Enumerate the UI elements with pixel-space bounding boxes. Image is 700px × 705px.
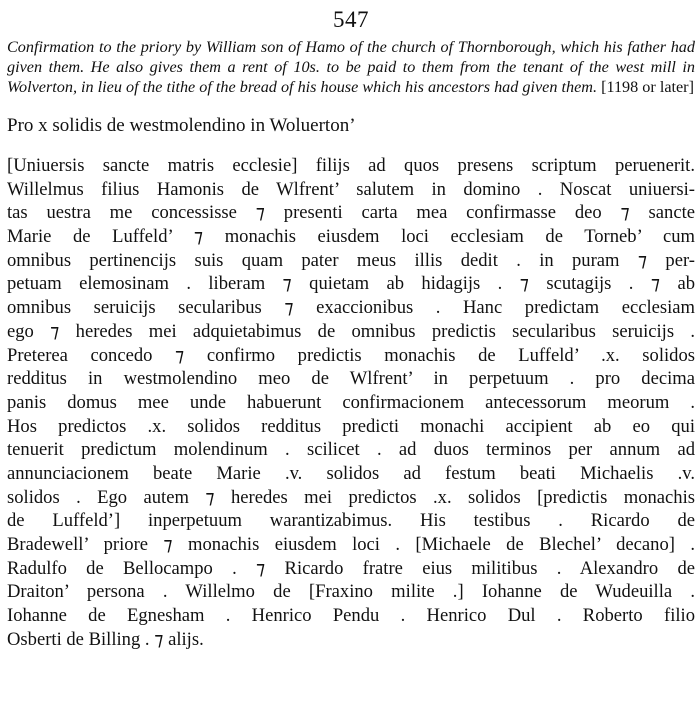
charter-line: Iohanne de Egnesham . Henrico Pendu . Henrico Dul . Roberto filio xyxy=(7,605,695,627)
charter-line: ego ⁊ heredes mei adquietabimus de omnibus predictis secularibus seruicijs . xyxy=(7,320,695,342)
charter-line: annunciacionem beate Marie .v. solidos ad festum beati Michaelis .v. xyxy=(7,462,695,484)
charter-line: solidos . Ego autem ⁊ heredes mei predictos .x. solidos [predictis monachis xyxy=(7,486,695,508)
charter-line: redditus in westmolendino meo de Wlfrent’ in perpetuum . pro decima xyxy=(7,368,695,390)
charter-body xyxy=(7,154,695,651)
charter-line: Preterea concedo ⁊ confirmo predictis monachis de Luffeld’ .x. solidos xyxy=(7,344,695,366)
charter-line: omnibus pertinencijs suis quam pater meus illis dedit . in puram ⁊ per- xyxy=(7,249,695,271)
charter-heading: Pro x solidis de westmolendino in Woluerton’ xyxy=(7,115,356,136)
charter-line: tenuerit predictum molendinum . scilicet . ad duos terminos per annum ad xyxy=(7,439,695,461)
charter-line: tas uestra me concessisse ⁊ presenti carta mea confirmasse deo ⁊ sancte xyxy=(7,202,695,224)
charter-line: [Uniuersis sancte matris ecclesie] filijs ad quos presens scriptum peruenerit. xyxy=(7,155,695,176)
charter-line: de Luffeld’] inperpetuum warantizabimus. His testibus . Ricardo de xyxy=(7,510,695,532)
charter-line: Hos predictos .x. solidos redditus predicti monachi accipient ab eo qui xyxy=(7,415,695,437)
charter-line: Willelmus filius Hamonis de Wlfrent’ salutem in domino . Noscat uniuersi- xyxy=(7,178,695,200)
summary-text: Confirmation to the priory by William son of Hamo of the church of Thornborough, which his father had given them. He also gives them a rent of 10s. to be paid to them from the tenant of the west mill in Wolverton, in lieu of the tithe of the bread of his house which his ancestors had given them. xyxy=(7,38,695,96)
summary-date: [1198 or later] xyxy=(601,78,694,96)
charter-line: petuam elemosinam . liberam ⁊ quietam ab hidagijs . ⁊ scutagijs . ⁊ ab xyxy=(7,273,695,295)
charter-line: panis domus mee unde habuerunt confirmacionem antecessorum meorum . xyxy=(7,391,695,413)
charter-line: Marie de Luffeld’ ⁊ monachis eiusdem loci ecclesiam de Torneb’ cum xyxy=(7,226,695,248)
charter-line: Bradewell’ priore ⁊ monachis eiusdem loci . [Michaele de Blechel’ decano] . xyxy=(7,534,695,555)
charter-line: Draiton’ persona . Willelmo de [Fraxino milite .] Iohanne de Wudeuilla . xyxy=(7,581,695,603)
charter-line: Radulfo de Bellocampo . ⁊ Ricardo fratre eius militibus . Alexandro de xyxy=(7,557,695,579)
charter-line: Osberti de Billing . ⁊ alijs. xyxy=(7,628,204,650)
document-page xyxy=(7,0,695,651)
charter-line: omnibus seruicijs secularibus ⁊ exaccionibus . Hanc predictam ecclesiam xyxy=(7,297,695,319)
document-number: 547 xyxy=(333,7,369,32)
document-summary xyxy=(7,37,695,97)
